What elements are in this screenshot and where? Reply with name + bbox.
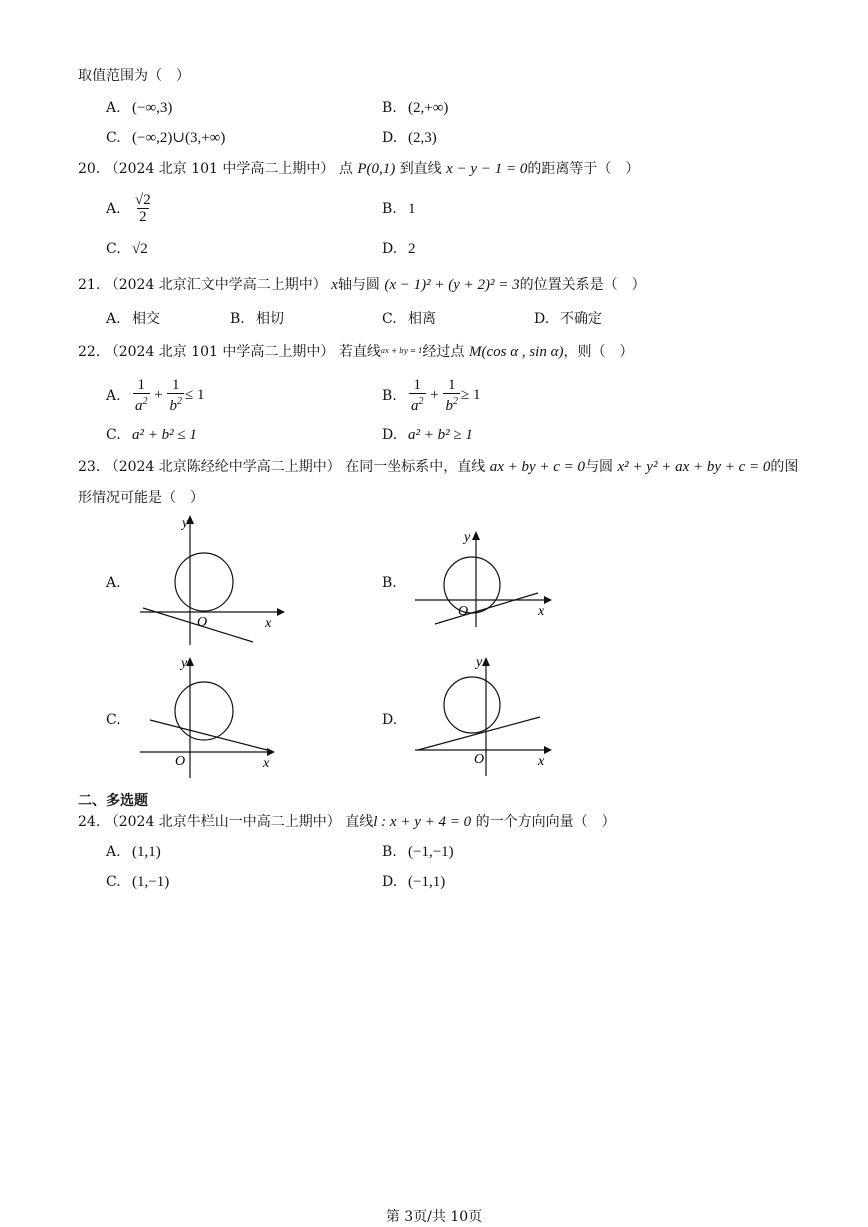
- q22-stem: 22. （2024 北京 101 中学高二上期中） 若直线$^{ax + by = 1}$经过点 M(cos α , sin α)，则（ ）: [78, 344, 634, 360]
- q20-option-c: C. √2: [106, 241, 148, 257]
- q20-stem: 20. （2024 北京 101 中学高二上期中） 点 P(0,1) 到直线 x − y − 1 = 0的距离等于（ ）: [78, 161, 640, 177]
- y-axis-label: y: [476, 655, 483, 670]
- q24-option-c: C. (1,−1): [106, 874, 170, 890]
- x-axis-label: x: [263, 756, 270, 771]
- q22-option-d: D. a² + b² ≥ 1: [382, 427, 473, 443]
- x-axis-label: x: [538, 604, 545, 619]
- q19-option-c: C. (−∞,2)∪(3,+∞): [106, 130, 226, 146]
- origin-label: O: [474, 752, 485, 767]
- q19-option-a: A. (−∞,3): [106, 100, 173, 116]
- q24-option-a: A. (1,1): [106, 844, 161, 860]
- q21-option-a: A. 相交: [106, 311, 160, 327]
- section-title: 二、多选题: [78, 793, 148, 809]
- graph-a: [135, 510, 285, 650]
- q21-option-b: B. 相切: [230, 311, 284, 327]
- graph-c: [135, 650, 285, 780]
- q19-option-b: B. (2,+∞): [382, 100, 449, 116]
- q23-option-b-letter: B.: [382, 575, 397, 591]
- graph-d: [410, 650, 560, 780]
- y-axis-label: y: [182, 516, 189, 531]
- q24-option-b: B. (−1,−1): [382, 844, 454, 860]
- q24-option-d: D. (−1,1): [382, 874, 446, 890]
- q22-option-c: C. a² + b² ≤ 1: [106, 427, 197, 443]
- q23-option-c-letter: C.: [106, 712, 121, 728]
- q20-option-a: A. $\frac{√2}{2}$: [106, 192, 151, 225]
- q20-option-d: D. 2: [382, 241, 416, 257]
- x-axis-label: x: [538, 754, 545, 769]
- q19-option-d: D. (2,3): [382, 130, 437, 146]
- origin-label: O: [197, 615, 208, 630]
- q21-option-d: D. 不确定: [534, 311, 602, 327]
- q24-stem: 24. （2024 北京牛栏山一中高二上期中） 直线l : x + y + 4 = 0 的一个方向向量（ ）: [78, 814, 616, 830]
- fraction: $\frac{√2}{2}$: [135, 192, 151, 225]
- q20-option-b: B. 1: [382, 201, 416, 217]
- q21-option-c: C. 相离: [382, 311, 436, 327]
- y-axis-label: y: [181, 656, 188, 671]
- origin-label: O: [458, 604, 469, 619]
- q21-stem: 21. （2024 北京汇文中学高二上期中） x轴与圆 (x − 1)² + (y + 2)² = 3的位置关系是（ ）: [78, 277, 646, 293]
- origin-label: O: [175, 754, 186, 769]
- page-number: 第 3页/共 10页: [385, 1209, 483, 1225]
- y-axis-label: y: [464, 530, 471, 545]
- graph-b: [410, 525, 560, 635]
- q22-option-b: B. $\frac{1}{a^2}$ + $\frac{1}{b^2}$ ≥ 1: [382, 377, 481, 414]
- q23-option-d-letter: D.: [382, 712, 398, 728]
- q23-stem: 23. （2024 北京陈经纶中学高二上期中） 在同一坐标系中，直线 ax + by + c = 0与圆 x² + y² + ax + by + c = 0的图: [78, 459, 799, 475]
- q23-stem-cont: 形情况可能是（ ）: [78, 490, 204, 506]
- q22-option-a: A. $\frac{1}{a^2}$ + $\frac{1}{b^2}$ ≤ 1: [106, 377, 205, 414]
- x-axis-label: x: [265, 616, 272, 631]
- q19-stem: 取值范围为（ ）: [78, 68, 190, 84]
- q23-option-a-letter: A.: [106, 575, 121, 591]
